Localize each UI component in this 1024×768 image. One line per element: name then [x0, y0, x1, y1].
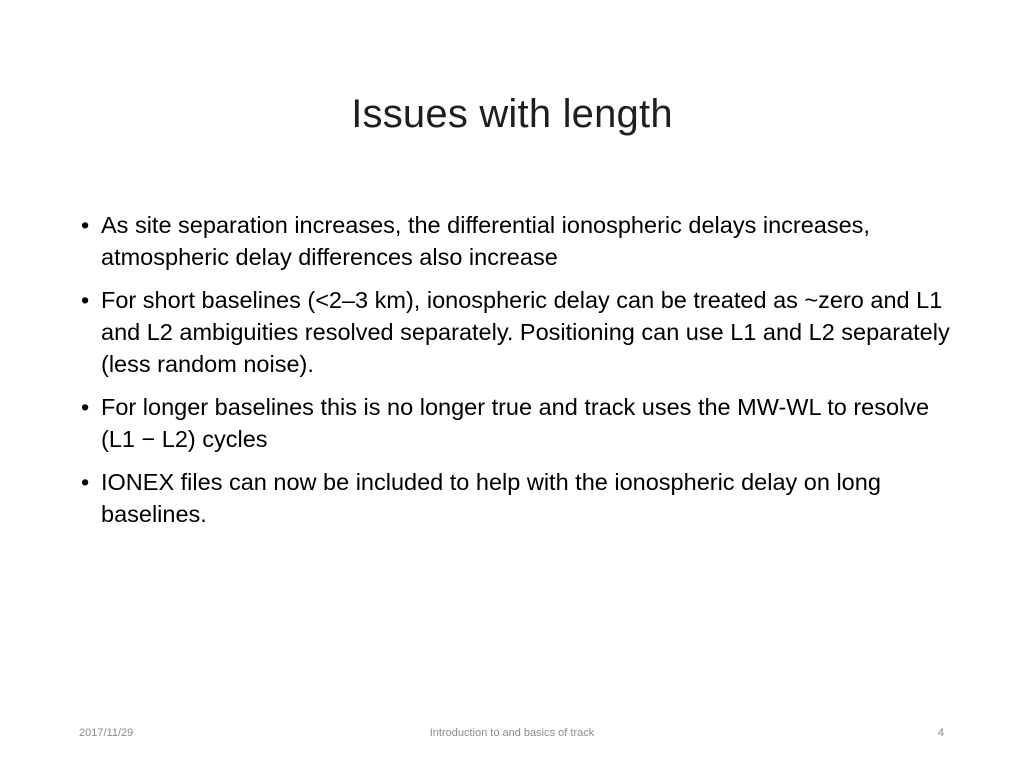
bullet-dot-icon: • — [81, 287, 90, 313]
bullet-text: For longer baselines this is no longer true and track uses the MW-WL to resolve (L1 − L2) cycles — [101, 394, 930, 452]
bullet-text: As site separation increases, the differential ionospheric delays increases, atmospheric delay differences also increase — [101, 212, 870, 270]
bullet-text: For short baselines (<2–3 km), ionospheric delay can be treated as ~zero and L1 and L2 ambiguities resolved separately. Positioning can use L1 and L2 separately (less random noise). — [101, 287, 950, 377]
bullet-item — [77, 284, 957, 380]
bullet-dot-icon: • — [81, 212, 90, 238]
footer-date: 2017/11/29 — [79, 727, 134, 739]
bullet-item — [77, 466, 957, 530]
bullet-dot-icon: • — [81, 394, 90, 420]
bullet-list — [77, 209, 957, 541]
bullet-dot-icon: • — [81, 469, 90, 495]
bullet-item — [77, 209, 957, 273]
bullet-item — [77, 391, 957, 455]
footer-page-number: 4 — [937, 727, 944, 739]
bullet-text: IONEX files can now be included to help with the ionospheric delay on long baselines. — [101, 469, 881, 527]
slide-title: Issues with length — [351, 92, 673, 136]
footer-title: Introduction to and basics of track — [429, 727, 595, 739]
